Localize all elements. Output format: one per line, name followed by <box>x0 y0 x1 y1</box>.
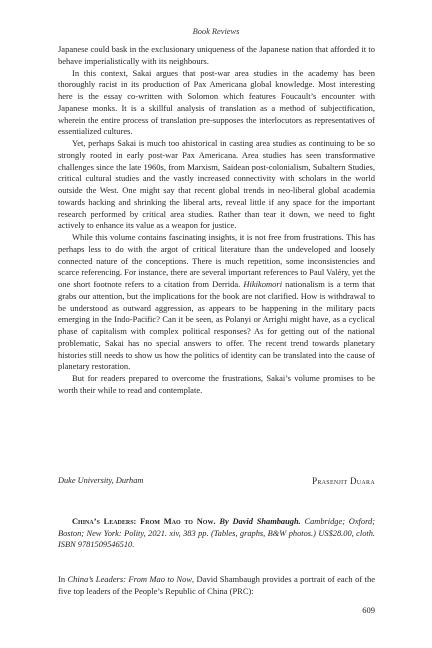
book-publication-details: Cambridge; Oxford; Boston; New York: Polity, 2021. xiv, 383 pp. (Tables, graphs, B&W photos.) US$28.00, cloth. ISBN 9781509546510. <box>58 517 375 550</box>
book-citation <box>58 516 375 551</box>
reviewer-name: Prasenjit Duara <box>312 476 375 486</box>
next-review-opening <box>58 574 375 598</box>
reviewer-signature <box>58 476 375 486</box>
paragraph-1: Japanese could bask in the exclusionary uniqueness of the Japanese nation that afforded it to behave imperialistically with its neighbours. <box>58 44 375 66</box>
page-number: 609 <box>362 605 375 615</box>
book-title: China’s Leaders: From Mao to Now. <box>72 517 216 526</box>
review-book-title: China’s Leaders: From Mao to Now <box>67 574 192 584</box>
paragraph-5: But for readers prepared to overcome the frustrations, Sakai’s volume promises to be worth their while to read and contemplate. <box>58 373 375 395</box>
review-lead: In <box>58 574 68 584</box>
running-head: Book Reviews <box>192 27 240 36</box>
paragraph-2: In this context, Sakai argues that post-war area studies in the academy has been thoroughly racist in its production of Pax Americana global knowledge. Most interesting here is the essay co-written with Solomon which features Foucault’s encounter with Japanese monks. It is a skillful analysis of translation as a method of subjectification, wherein the entire process of translation pre-supposes the interlocutors as representatives of essentialized cultures. <box>58 67 375 137</box>
paragraph-4-text: While this volume contains fascinating insights, it is not free from frustrations. This has perhaps less to do with the argot of critical literature than the undeveloped and loosely connected nature of the conceptions. There is much repetition, some inconsistencies and scarce referencing. For instance, there are several important references to Paul Valéry, yet the one short footnote refers to a citation from Derrida. <box>58 232 375 289</box>
review-opening-text: , David Shambaugh provides a portrait of each of the five top leaders of the People’s Republic of China (PRC): <box>58 574 375 596</box>
paragraph-4 <box>58 232 375 373</box>
reviewer-affiliation: Duke University, Durham <box>58 476 144 485</box>
paragraph-3: Yet, perhaps Sakai is much too ahistorical in casting area studies as continuing to be so strongly rooted in early post-war Pax Americana. Area studies has seen transformative challenges since the late 1960s, from Marxism, Saidean post-colonialism, Subaltern Studies, critical cultural studies and the vastly increased connectivity with scholars in the world outside the West. One might say that recent global trends in neo-liberal global academia towards hacking and shrinking the liberal arts, reveal little if any space for the important research performed by critical area studies. Rather than tear it down, we need to fight actively to enhance its value as a weapon for justice. <box>58 138 375 231</box>
book-author: By David Shambaugh. <box>219 517 301 526</box>
paragraph-4-rest: nationalism is a term that grabs our attention, but the implications for the book are not clarified. How is withdrawal to be understood as outward aggression, as appears to be happening in the military pacts emerging in the Indo-Pacific? Can it be seen, as Polanyi or Arrighi might have, as a cyclical phase of capitalism with complex political responses? As for getting out of the national problematic, Sakai has no special answers to offer. The recent trend towards planetary histories still needs to show us how the politics of identity can be translated into the cause of planetary restoration. <box>58 279 375 372</box>
review-body <box>58 44 375 397</box>
hikikomori-term: Hikikomori <box>243 279 283 289</box>
